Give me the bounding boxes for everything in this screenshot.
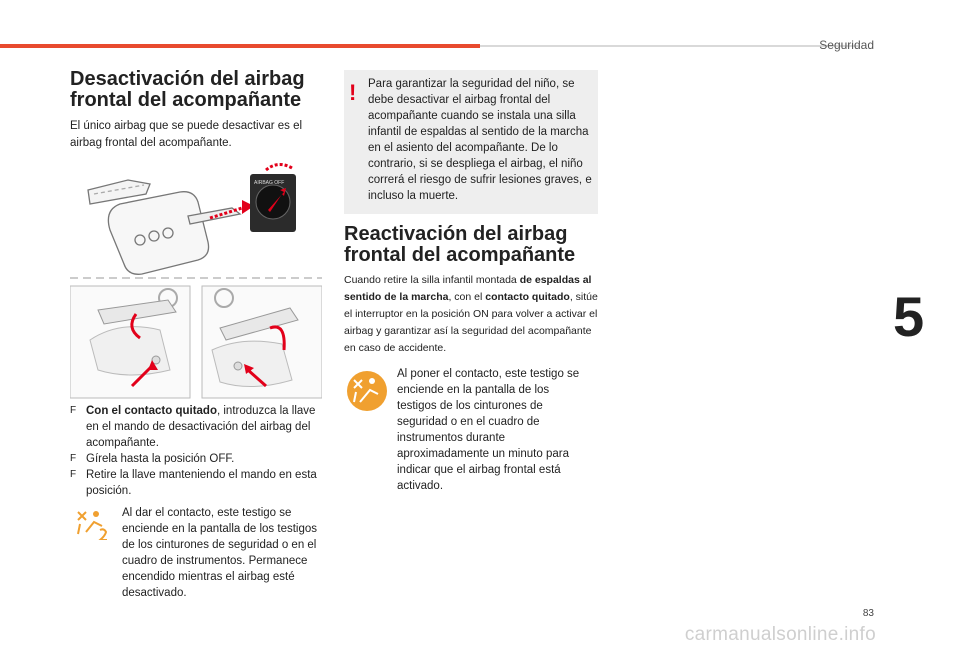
watermark: carmanualsonline.info — [684, 624, 876, 645]
reactivation-bold-1: de espaldas al sentido de la marcha — [344, 274, 592, 303]
airbag-switch — [250, 174, 296, 232]
step-3 — [70, 467, 322, 499]
reactivation-text-part2: , con el — [448, 291, 486, 303]
rotate-arrow — [266, 164, 292, 170]
dashboard-left — [70, 286, 190, 398]
airbag-off-warning-icon — [74, 506, 110, 540]
key-illustration — [88, 180, 240, 274]
reactivation-title — [344, 224, 604, 266]
header-rule — [480, 45, 860, 47]
deactivation-warning-text: Al dar el contacto, este testigo se enciende en la pantalla de los testigos de los cinturones de seguridad o en el cuadro de instrumentos. Permanece encendido mientras el airbag esté desactivado. — [122, 507, 318, 599]
chapter-number: 5 — [893, 285, 925, 348]
deactivation-intro: El único airbag que se puede desactivar es el airbag frontal del acompañante. — [70, 120, 303, 149]
reactivation-text — [344, 272, 598, 357]
reactivation-text-part3: , sitúe el interruptor en la posición ON para volver a activar el airbag y garantizar así la seguridad del acompañante en caso de accidente. — [344, 291, 598, 354]
reactivation-warning-text: Al poner el contacto, este testigo se enciende en la pantalla de los testigos de los cinturones de seguridad o en el cuadro de instrumentos durante aproximadamente un minuto para indicar que el airbag frontal está activado. — [397, 368, 580, 492]
deactivation-title — [70, 69, 330, 111]
step-3-text: Retire la llave manteniendo el mando en esta posición. — [86, 469, 317, 497]
step-1-bold: Con el contacto quitado — [86, 405, 217, 417]
reactivation-title-line2: frontal del acompañante — [344, 244, 576, 266]
reactivation-title-line1: Reactivación del airbag — [344, 223, 568, 245]
deactivation-title-line1: Desactivación del airbag — [70, 68, 305, 90]
step-2-text: Gírela hasta la posición OFF. — [86, 453, 235, 465]
switch-label: AIRBAG OFF — [254, 180, 285, 186]
page-number: 83 — [862, 608, 874, 619]
airbag-switch-illustration — [70, 160, 322, 400]
step-1-text: , introduzca la llave en el mando de desactivación del airbag del acompañante. — [86, 405, 316, 449]
exclamation-icon: ! — [349, 80, 357, 105]
header-accent-bar — [0, 44, 480, 48]
step-marker: F — [70, 453, 77, 464]
reactivation-bold-2: contacto quitado — [485, 291, 570, 303]
section-title: Seguridad — [819, 38, 874, 52]
step-marker: F — [70, 405, 77, 416]
deactivation-steps — [70, 403, 322, 499]
note-text: Para garantizar la seguridad del niño, se debe desactivar el airbag frontal del acompañante cuando se instala una silla infantil de espaldas al sentido de la marcha en el asiento del acompañante. De lo contrario, si se despliega el airbag, el niño correrá el riesgo de sufrir lesiones graves, e incluso la muerte. — [368, 78, 592, 202]
step-2 — [70, 451, 322, 467]
step-1 — [70, 403, 322, 451]
airbag-on-warning-icon — [346, 370, 388, 412]
step-marker: F — [70, 469, 77, 480]
reactivation-text-part1: Cuando retire la silla infantil montada — [344, 274, 520, 286]
deactivation-title-line2: frontal del acompañante — [70, 89, 302, 111]
